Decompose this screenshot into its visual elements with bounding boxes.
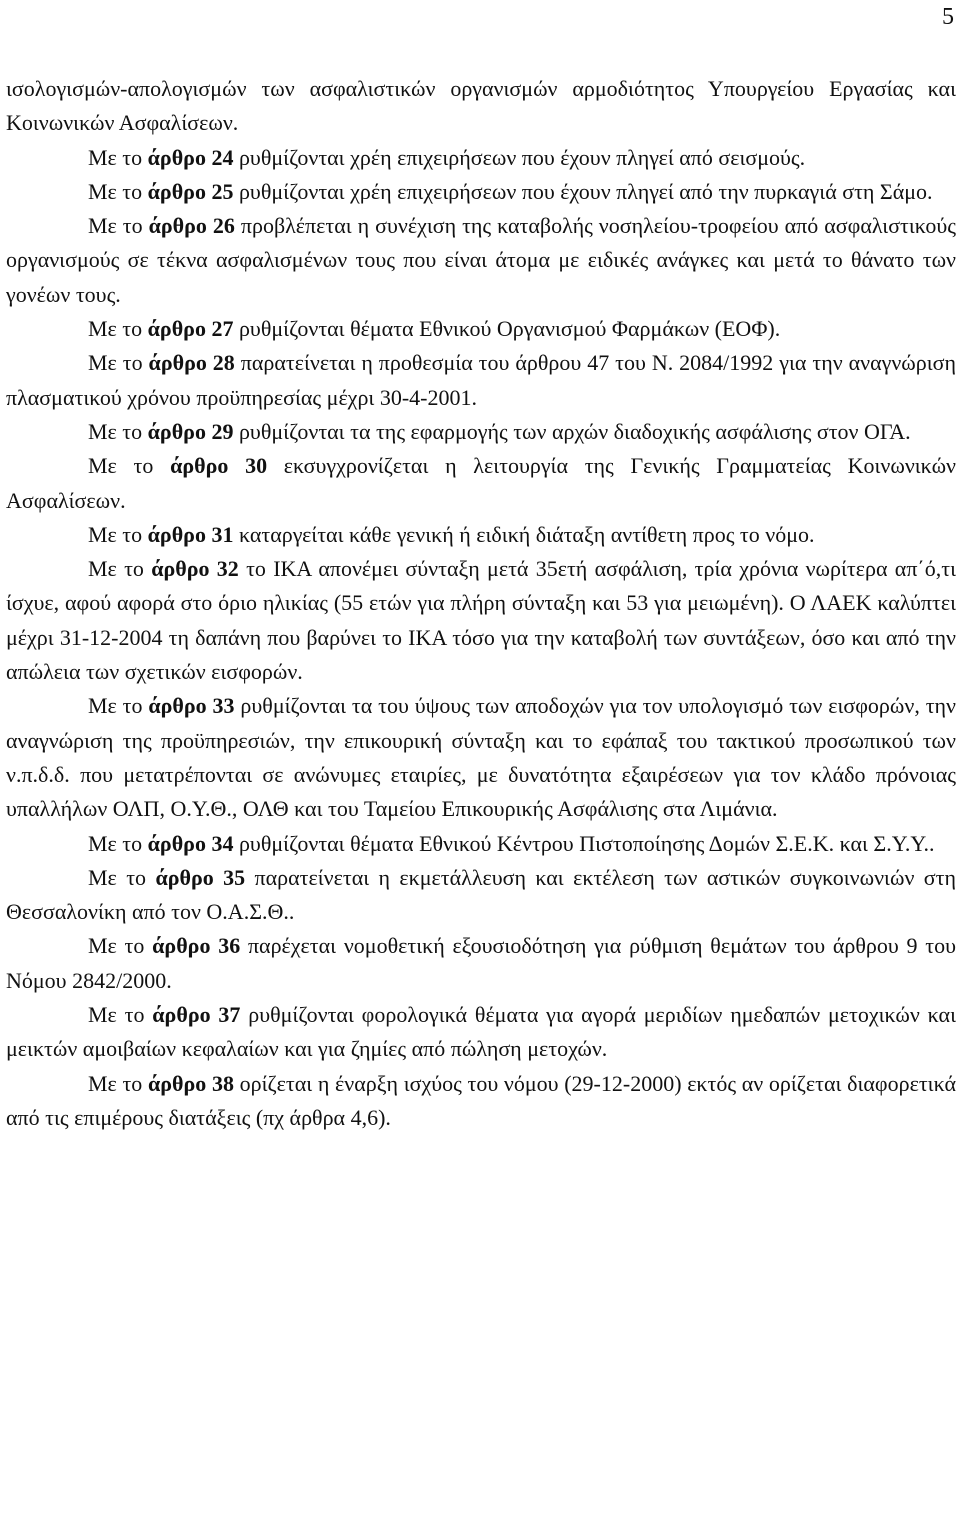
paragraph-lead: Με το <box>88 521 148 547</box>
article-ref: άρθρο 35 <box>155 864 246 890</box>
paragraph-lead: Με το <box>88 1070 148 1096</box>
paragraph-text: εκσυγχρονίζεται η λειτουργία της Γενικής Γραμματείας Κοινωνικών Ασφαλίσεων. <box>6 453 957 513</box>
article-ref: άρθρο 37 <box>152 1002 241 1028</box>
article-ref: άρθρο 27 <box>147 316 234 342</box>
page-number: 5 <box>942 4 954 30</box>
paragraph-text: ρυθμίζονται χρέη επιχειρήσεων που έχουν πληγεί από σεισμούς. <box>233 144 806 170</box>
paragraph-text: το ΙΚΑ απονέμει σύνταξη μετά 35ετή ασφάλιση, τρία χρόνια νωρίτερα απ΄ό,τι ίσχυε, αφού αφορά στο όριο ηλικίας (55 ετών για πλήρη σύνταξη και 53 για μειωμένη). Ο ΛΑΕΚ καλύπτει μέχρι 31-12-2004 τη δαπάνη που βαρύνει το ΙΚΑ τόσο για την καταβολή των συντάξεων, όσο και από την απώλεια των σχετικών εισφορών. <box>6 556 957 685</box>
paragraph-lead: Με το <box>88 830 148 856</box>
paragraph-article-30 <box>6 449 956 518</box>
paragraph-text: ρυθμίζονται τα του ύψους των αποδοχών για τον υπολογισμό των εισφορών, την αναγνώριση της προϋπηρεσιών, την επικουρική σύνταξη και το εφάπαξ του τακτικού προσωπικού των ν.π.δ.δ. που μετατρέπονται σε ανώνυμες εταιρίες, με δυνατότητα εξαιρέσεων για τον κλάδο πρόνοιας υπαλλήλων ΟΛΠ, Ο.Υ.Θ., ΟΛΘ και του Ταμείου Επικουρικής Ασφάλισης στα Λιμάνια. <box>6 693 956 822</box>
article-ref: άρθρο 26 <box>148 213 235 239</box>
article-ref: άρθρο 33 <box>148 693 235 719</box>
article-ref: άρθρο 29 <box>147 418 234 444</box>
paragraph-article-36 <box>6 929 956 998</box>
article-ref: άρθρο 25 <box>147 178 234 204</box>
article-ref: άρθρο 24 <box>147 144 234 170</box>
paragraph-lead: Με το <box>88 144 148 170</box>
paragraph-continuation <box>6 72 956 141</box>
paragraph-article-38 <box>6 1067 956 1136</box>
paragraph-text: ρυθμίζονται τα της εφαρμογής των αρχών διαδοχικής ασφάλισης στον ΟΓΑ. <box>233 418 911 444</box>
paragraph-text: ισολογισμών-απολογισμών των ασφαλιστικών οργανισμών αρμοδιότητος Υπουργείου Εργασίας και Κοινωνικών Ασφαλίσεων. <box>6 76 956 136</box>
paragraph-lead: Με το <box>88 418 148 444</box>
paragraph-article-25 <box>6 175 956 209</box>
paragraph-article-28 <box>6 346 956 415</box>
paragraph-article-27 <box>6 312 956 346</box>
paragraph-lead: Με το <box>88 350 149 376</box>
paragraph-text: ρυθμίζονται φορολογικά θέματα για αγορά μεριδίων ημεδαπών μετοχικών και μεικτών αμοιβαίων κεφαλαίων και για ζημίες από πώληση μετοχών. <box>6 1002 957 1062</box>
paragraph-article-33 <box>6 689 956 826</box>
paragraph-lead: Με το <box>88 213 149 239</box>
paragraph-lead: Με το <box>88 933 153 959</box>
paragraph-lead: Με το <box>88 864 156 890</box>
paragraph-text: ορίζεται η έναρξη ισχύος του νόμου (29-12-2000) εκτός αν ορίζεται διαφορετικά από τις επιμέρους διατάξεις (πχ άρθρα 4,6). <box>6 1070 956 1130</box>
paragraph-text: παρατείνεται η προθεσμία του άρθρου 47 του Ν. 2084/1992 για την αναγνώριση πλασματικού χρόνου προϋπηρεσίας μέχρι 30-4-2001. <box>6 350 957 410</box>
paragraph-article-35 <box>6 861 956 930</box>
paragraph-text: καταργείται κάθε γενική ή ειδική διάταξη αντίθετη προς το νόμο. <box>233 521 815 547</box>
paragraph-text: παρέχεται νομοθετική εξουσιοδότηση για ρύθμιση θεμάτων του άρθρου 9 του Νόμου 2842/2000. <box>6 933 957 993</box>
paragraph-article-24 <box>6 141 956 175</box>
paragraph-lead: Με το <box>88 693 149 719</box>
paragraph-text: ρυθμίζονται χρέη επιχειρήσεων που έχουν πληγεί από την πυρκαγιά στη Σάμο. <box>233 178 933 204</box>
paragraph-lead: Με το <box>88 178 148 204</box>
paragraph-lead: Με το <box>88 556 152 582</box>
paragraph-article-32 <box>6 552 956 689</box>
article-ref: άρθρο 32 <box>151 556 239 582</box>
paragraph-text: ρυθμίζονται θέματα Εθνικού Οργανισμού Φαρμάκων (ΕΟΦ). <box>233 316 781 342</box>
paragraph-lead: Με το <box>88 1002 153 1028</box>
article-ref: άρθρο 30 <box>170 453 268 479</box>
article-ref: άρθρο 31 <box>147 521 234 547</box>
paragraph-text: προβλέπεται η συνέχιση της καταβολής νοσηλείου-τροφείου από ασφαλιστικούς οργανισμούς σε τέκνα ασφαλισμένων τους που είναι άτομα με ειδικές ανάγκες και μετά το θάνατο των γονέων τους. <box>6 213 957 307</box>
article-ref: άρθρο 28 <box>148 350 235 376</box>
article-ref: άρθρο 36 <box>152 933 241 959</box>
paragraph-text: παρατείνεται η εκμετάλλευση και εκτέλεση των αστικών συγκοινωνιών στη Θεσσαλονίκη από τον Ο.Α.Σ.Θ.. <box>6 864 957 925</box>
paragraph-text: ρυθμίζονται θέματα Εθνικού Κέντρου Πιστοποίησης Δομών Σ.Ε.Κ. και Σ.Υ.Υ.. <box>233 830 935 856</box>
paragraph-lead: Με το <box>88 453 171 479</box>
paragraph-article-29 <box>6 415 956 449</box>
paragraph-article-37 <box>6 998 956 1067</box>
paragraph-article-26 <box>6 209 956 312</box>
article-ref: άρθρο 34 <box>147 830 234 856</box>
paragraph-lead: Με το <box>88 316 148 342</box>
paragraph-article-31 <box>6 518 956 552</box>
article-ref: άρθρο 38 <box>147 1070 234 1096</box>
paragraph-article-34 <box>6 827 956 861</box>
document-body <box>6 72 956 1135</box>
